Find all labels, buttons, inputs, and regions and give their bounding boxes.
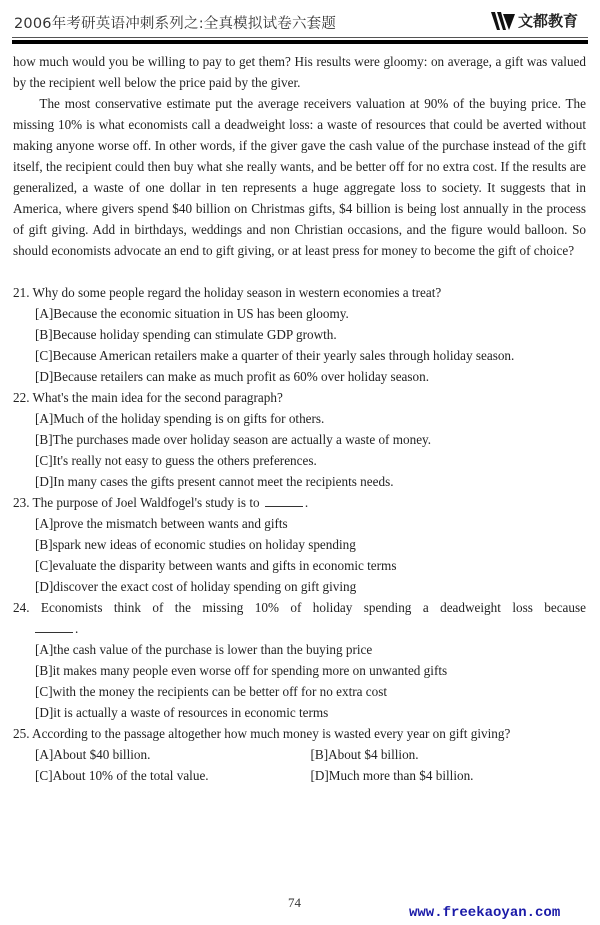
question-25: [13, 723, 586, 786]
option-a: [A]the cash value of the purchase is lower than the buying price: [35, 642, 373, 657]
question-23: [13, 492, 586, 597]
question-24: [13, 597, 586, 723]
page-header: [12, 8, 588, 34]
answer-blank: [35, 620, 73, 633]
reading-passage: [13, 51, 586, 261]
question-stem: 21. Why do some people regard the holiday season in western economies a treat?: [13, 285, 442, 300]
question-list: [13, 282, 586, 786]
passage-paragraph: how much would you be willing to pay to get them? His results were gloomy: on average, a gift was valued by the recipient well below the price paid by the giver.: [13, 54, 586, 90]
header-title: 2006年考研英语冲刺系列之:全真模拟试卷六套题: [14, 16, 337, 32]
question-stem-line: [13, 492, 586, 513]
option-row: [13, 744, 586, 765]
option-d: [D]it is actually a waste of resources in economic terms: [35, 705, 329, 720]
option-b: [B]About $4 billion.: [310, 747, 419, 762]
option-b: [B]it makes many people even worse off for spending more on unwanted gifts: [35, 663, 448, 678]
option-a: [A]prove the mismatch between wants and gifts: [35, 516, 288, 531]
option-c: [C]About 10% of the total value.: [35, 768, 209, 783]
option-d: [D]In many cases the gifts present cannot meet the recipients needs.: [35, 474, 394, 489]
option-b: [B]Because holiday spending can stimulate GDP growth.: [35, 327, 337, 342]
option-c: [C]evaluate the disparity between wants and gifts in economic terms: [35, 558, 397, 573]
option-b: [B]spark new ideas of economic studies on holiday spending: [35, 537, 356, 552]
question-stem-continuation: [13, 618, 586, 639]
website-watermark: www.freekaoyan.com: [409, 905, 561, 921]
question-stem: 25. According to the passage altogether how much money is wasted every year on gift giving?: [13, 726, 511, 741]
brand-name: 文都教育: [517, 12, 578, 30]
passage-paragraph: The most conservative estimate put the average receivers valuation at 90% of the buying price. The missing 10% is what economists call a deadweight loss: a waste of resources that could be averted without making anyone worse off. In other words, if the giver gave the cash value of the purchase instead of the gift itself, the recipient could then buy what she really wants, and be better off for no extra cost. If the results are generalized, a waste of one dollar in ten represents a huge aggregate loss to society. It suggests that in America, where givers spend $40 billion on Christmas gifts, $4 billion is being lost annually in the process of gift giving. Add in birthdays, weddings and non Christian occasions, and the figure would balloon. So should economists advocate an end to gift giving, or at least press for money to become the gift of choice?: [13, 96, 586, 258]
question-stem: 23. The purpose of Joel Waldfogel's study is to: [13, 495, 260, 510]
option-d: [D]Much more than $4 billion.: [310, 768, 474, 783]
stem-suffix: .: [304, 495, 309, 510]
page-number: 74: [288, 895, 301, 910]
option-b: [B]The purchases made over holiday season are actually a waste of money.: [35, 432, 432, 447]
option-c: [C]with the money the recipients can be better off for no extra cost: [35, 684, 388, 699]
option-a: [A]Because the economic situation in US has been gloomy.: [35, 306, 349, 321]
header-divider-thin: [12, 37, 588, 38]
option-c: [C]Because American retailers make a quarter of their yearly sales through holiday season.: [35, 348, 515, 363]
option-d: [D]discover the exact cost of holiday spending on gift giving: [35, 579, 357, 594]
option-d: [D]Because retailers can make as much profit as 60% over holiday season.: [35, 369, 430, 384]
option-row: [13, 765, 586, 786]
question-stem: 24. Economists think of the missing 10% of holiday spending a deadweight loss because: [13, 600, 586, 615]
option-a: [A]About $40 billion.: [35, 747, 151, 762]
question-stem: 22. What's the main idea for the second paragraph?: [13, 390, 283, 405]
brand: [491, 10, 578, 31]
wendu-w-logo-icon: [491, 12, 515, 30]
option-a: [A]Much of the holiday spending is on gifts for others.: [35, 411, 325, 426]
answer-blank: [265, 494, 303, 507]
question-22: [13, 387, 586, 492]
option-c: [C]It's really not easy to guess the others preferences.: [35, 453, 317, 468]
page-content: [13, 51, 586, 786]
question-21: [13, 282, 586, 387]
stem-suffix: .: [75, 621, 79, 636]
header-divider-thick: [12, 40, 588, 44]
